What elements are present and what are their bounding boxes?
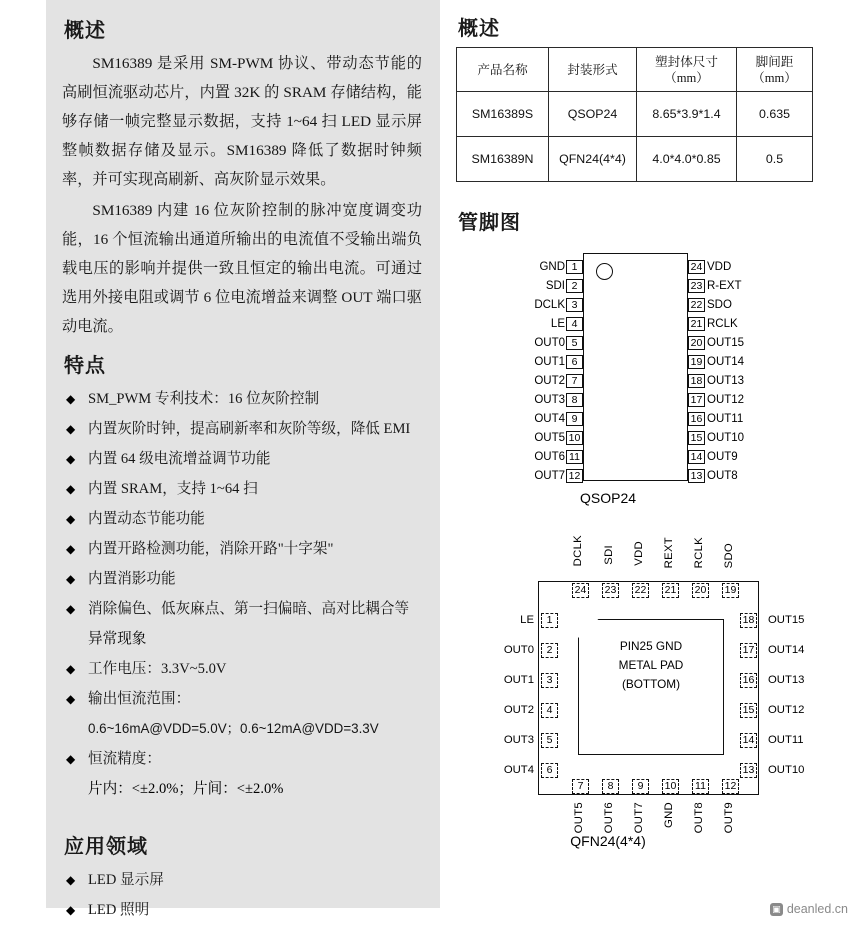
qfn-pin-left-num: 6 xyxy=(541,763,558,778)
list-item xyxy=(62,895,422,925)
qsop-pin-right: 22 SDO xyxy=(688,297,732,312)
qfn-pin-top-num: 21 xyxy=(662,583,679,598)
list-item xyxy=(62,384,422,414)
bullet-diamond-icon: ◆ xyxy=(66,602,76,616)
feature-label: 内置动态节能功能 xyxy=(88,511,205,527)
application-label: LED 显示屏 xyxy=(88,872,164,888)
qsop24-package-body xyxy=(583,253,688,481)
bullet-diamond-icon: ◆ xyxy=(66,482,76,496)
overview-paragraph-1: SM16389 是采用 SM-PWM 协议、带动态节能的高刷恒流驱动芯片，内置 32K 的 SRAM 存储结构，能够存储一帧完整显示数据，支持 1~64 扫 LED 显示屏整帧数据存储及显示。SM16389 降低了数据时钟频率，并可实现高刷新、高灰阶显示效果。 xyxy=(62,55,422,188)
qsop-pin-right: 13 OUT8 xyxy=(688,468,738,483)
pinout-heading: 管脚图 xyxy=(458,212,521,234)
qfn-pin-left-label: OUT1 xyxy=(503,674,534,686)
watermark-text: deanled.cn xyxy=(786,902,848,916)
application-label: LED 照明 xyxy=(88,902,150,918)
bullet-diamond-icon: ◆ xyxy=(66,572,76,586)
qfn24-pad-text: PIN25 GND METAL PAD (BOTTOM) xyxy=(618,639,684,691)
applications-list xyxy=(62,865,422,925)
qsop-pin-left: OUT1 6 xyxy=(534,354,583,369)
feature-label: 内置开路检测功能，消除开路"十字架" xyxy=(88,541,334,557)
qfn-pin-left-num: 3 xyxy=(541,673,558,688)
bullet-diamond-icon: ◆ xyxy=(66,452,76,466)
list-item xyxy=(62,594,422,624)
qsop-pin-right: 23 R-EXT xyxy=(688,278,742,293)
qfn-pin-bottom-num: 10 xyxy=(662,779,679,794)
feature-operating-voltage: 工作电压：3.3V~5.0V xyxy=(88,661,227,677)
feature-label-continued: 异常现象 xyxy=(88,631,147,647)
qsop-pin-left: GND 1 xyxy=(539,259,583,274)
overview-heading-right: 概述 xyxy=(458,18,500,40)
feature-label: 内置灰阶时钟，提高刷新率和灰阶等级，降低 EMI xyxy=(88,421,411,437)
list-item xyxy=(62,654,422,684)
table-cell-product-name: SM16389S xyxy=(457,92,549,137)
watermark xyxy=(770,902,848,916)
qsop-pin-right: 14 OUT9 xyxy=(688,449,738,464)
qfn-pin-top-label: REXT xyxy=(663,537,675,569)
qsop-pin-right: 15 OUT10 xyxy=(688,430,744,445)
qsop-pin-left: OUT3 8 xyxy=(534,392,583,407)
table-cell-size: 8.65*3.9*1.4 xyxy=(637,92,737,137)
qsop-pin-left: LE 4 xyxy=(551,316,583,331)
bullet-diamond-icon: ◆ xyxy=(66,903,76,917)
qfn-pin-bottom-num: 11 xyxy=(692,779,709,794)
qfn-pin-bottom-label: OUT5 xyxy=(573,802,585,834)
qfn-pin-right-num: 14 xyxy=(740,733,757,748)
table-row xyxy=(457,92,813,137)
qfn-pin-bottom-num: 12 xyxy=(722,779,739,794)
bullet-diamond-icon: ◆ xyxy=(66,512,76,526)
qfn-pin-bottom-label: OUT6 xyxy=(603,802,615,834)
qfn-pin-top-label: SDO xyxy=(723,543,735,569)
overview-heading-left: 概述 xyxy=(64,20,106,42)
qsop-pin-right: 24 VDD xyxy=(688,259,731,274)
qfn-pin-left-label: LE xyxy=(520,614,534,626)
applications-heading: 应用领域 xyxy=(64,836,148,858)
table-header-cell: 脚间距 （mm） xyxy=(737,48,813,92)
qsop-pin-right: 16 OUT11 xyxy=(688,411,743,426)
qfn-pin-top-num: 20 xyxy=(692,583,709,598)
qfn-pin-left-label: OUT3 xyxy=(503,734,534,746)
table-cell-package: QSOP24 xyxy=(549,92,637,137)
watermark-logo-icon: ▣ xyxy=(770,903,783,916)
feature-label: 内置 64 级电流增益调节功能 xyxy=(88,451,271,467)
table-row xyxy=(457,137,813,182)
table-cell-package: QFN24(4*4) xyxy=(549,137,637,182)
list-item xyxy=(62,414,422,444)
qfn-pin-left-num: 5 xyxy=(541,733,558,748)
overview-paragraph-2: SM16389 内建 16 位灰阶控制的脉冲宽度调变功能，16 个恒流输出通道所输出的电流值不受输出端负载电压的影响并提供一致且恒定的输出电流。可通过选用外接电阻或调节 6 位电流增益来调整 OUT 端口驱动电流。 xyxy=(62,202,422,335)
qsop-pin-right: 20 OUT15 xyxy=(688,335,744,350)
qfn-pin-top-label: VDD xyxy=(633,541,645,566)
qsop-pin-left: OUT4 9 xyxy=(534,411,583,426)
qfn24-diagram xyxy=(456,527,848,857)
qfn-pin-right-label: OUT12 xyxy=(768,704,805,716)
feature-label: 内置消影功能 xyxy=(88,571,176,587)
qsop24-diagram xyxy=(456,245,848,513)
qfn-pin-top-num: 24 xyxy=(572,583,589,598)
right-content-column xyxy=(456,12,848,857)
qfn-pin-left-label: OUT4 xyxy=(503,764,534,776)
qsop-pin-right: 19 OUT14 xyxy=(688,354,744,369)
qfn-pin-right-num: 13 xyxy=(740,763,757,778)
pin1-notch-icon xyxy=(596,263,613,280)
qsop-pin-right: 21 RCLK xyxy=(688,316,738,331)
table-header-cell: 塑封体尺寸 （mm） xyxy=(637,48,737,92)
table-header-cell: 封装形式 xyxy=(549,48,637,92)
left-content-panel xyxy=(46,0,440,918)
qfn-pin-top-label: DCLK xyxy=(572,535,584,567)
qfn-pin-top-num: 23 xyxy=(602,583,619,598)
qfn-pin-top-label: RCLK xyxy=(693,537,705,569)
qfn-pin-bottom-num: 8 xyxy=(602,779,619,794)
table-header-row xyxy=(457,48,813,92)
list-item xyxy=(62,564,422,594)
qfn-pin-left-num: 4 xyxy=(541,703,558,718)
table-cell-pitch: 0.635 xyxy=(737,92,813,137)
qfn-pin-bottom-label: OUT8 xyxy=(693,802,705,834)
qfn-pin-top-num: 22 xyxy=(632,583,649,598)
bullet-diamond-icon: ◆ xyxy=(66,542,76,556)
feature-current-range-value: 0.6~16mA@VDD=5.0V；0.6~12mA@VDD=3.3V xyxy=(88,721,379,736)
list-item xyxy=(62,684,422,714)
qfn-pin-right-num: 18 xyxy=(740,613,757,628)
feature-label: 消除偏色、低灰麻点、第一扫偏暗、高对比耦合等 xyxy=(88,601,410,617)
qsop-pin-left: DCLK 3 xyxy=(534,297,583,312)
qsop-pin-left: OUT2 7 xyxy=(534,373,583,388)
qfn-pin-right-label: OUT14 xyxy=(768,644,805,656)
qfn-pin-right-label: OUT10 xyxy=(768,764,805,776)
features-list xyxy=(62,384,422,804)
qfn-pin-left-label: OUT0 xyxy=(503,644,534,656)
qfn-pin-right-num: 15 xyxy=(740,703,757,718)
qfn24-caption: QFN24(4*4) xyxy=(570,833,646,849)
qsop-pin-left: OUT0 5 xyxy=(534,335,583,350)
table-cell-pitch: 0.5 xyxy=(737,137,813,182)
qsop-pin-right: 17 OUT12 xyxy=(688,392,744,407)
feature-label: SM_PWM 专利技术：16 位灰阶控制 xyxy=(88,391,320,407)
feature-accuracy-value: 片内：<±2.0%；片间：<±2.0% xyxy=(88,781,284,797)
list-item xyxy=(62,865,422,895)
qfn-pin-bottom-label: OUT7 xyxy=(633,802,645,834)
qfn-pin-right-num: 16 xyxy=(740,673,757,688)
qfn-pin-right-num: 17 xyxy=(740,643,757,658)
list-item xyxy=(62,474,422,504)
qfn-pin-right-label: OUT15 xyxy=(768,614,805,626)
list-item xyxy=(62,444,422,474)
qsop-pin-left: OUT6 11 xyxy=(534,449,583,464)
features-heading: 特点 xyxy=(64,355,106,377)
bullet-diamond-icon: ◆ xyxy=(66,692,76,706)
bullet-diamond-icon: ◆ xyxy=(66,752,76,766)
qfn-pin-bottom-num: 9 xyxy=(632,779,649,794)
qfn-pin-bottom-num: 7 xyxy=(572,779,589,794)
qsop-pin-right: 18 OUT13 xyxy=(688,373,744,388)
feature-label: 内置 SRAM，支持 1~64 扫 xyxy=(88,481,258,497)
qfn-pin-top-num: 19 xyxy=(722,583,739,598)
list-item xyxy=(62,504,422,534)
feature-accuracy-label: 恒流精度： xyxy=(88,751,161,767)
bullet-diamond-icon: ◆ xyxy=(66,392,76,406)
qfn-pin-left-label: OUT2 xyxy=(503,704,534,716)
qsop-pin-left: SDI 2 xyxy=(546,278,583,293)
list-item xyxy=(62,744,422,774)
qsop24-caption: QSOP24 xyxy=(579,490,637,506)
qsop-pin-left: OUT5 10 xyxy=(534,430,583,445)
package-table xyxy=(456,47,813,182)
table-cell-product-name: SM16389N xyxy=(457,137,549,182)
qfn-pin-left-num: 2 xyxy=(541,643,558,658)
qfn-pin-right-label: OUT11 xyxy=(768,734,804,746)
table-header-cell: 产品名称 xyxy=(457,48,549,92)
feature-current-range-label: 输出恒流范围： xyxy=(88,691,191,707)
qfn-pin-right-label: OUT13 xyxy=(768,674,805,686)
qfn-pin-bottom-label: GND xyxy=(663,802,675,829)
bullet-diamond-icon: ◆ xyxy=(66,662,76,676)
qfn-pin-bottom-label: OUT9 xyxy=(723,802,735,834)
list-item xyxy=(62,534,422,564)
qsop-pin-left: OUT7 12 xyxy=(534,468,583,483)
bullet-diamond-icon: ◆ xyxy=(66,873,76,887)
table-cell-size: 4.0*4.0*0.85 xyxy=(637,137,737,182)
qfn-pin-left-num: 1 xyxy=(541,613,558,628)
qfn-pin-top-label: SDI xyxy=(603,545,615,565)
bullet-diamond-icon: ◆ xyxy=(66,422,76,436)
